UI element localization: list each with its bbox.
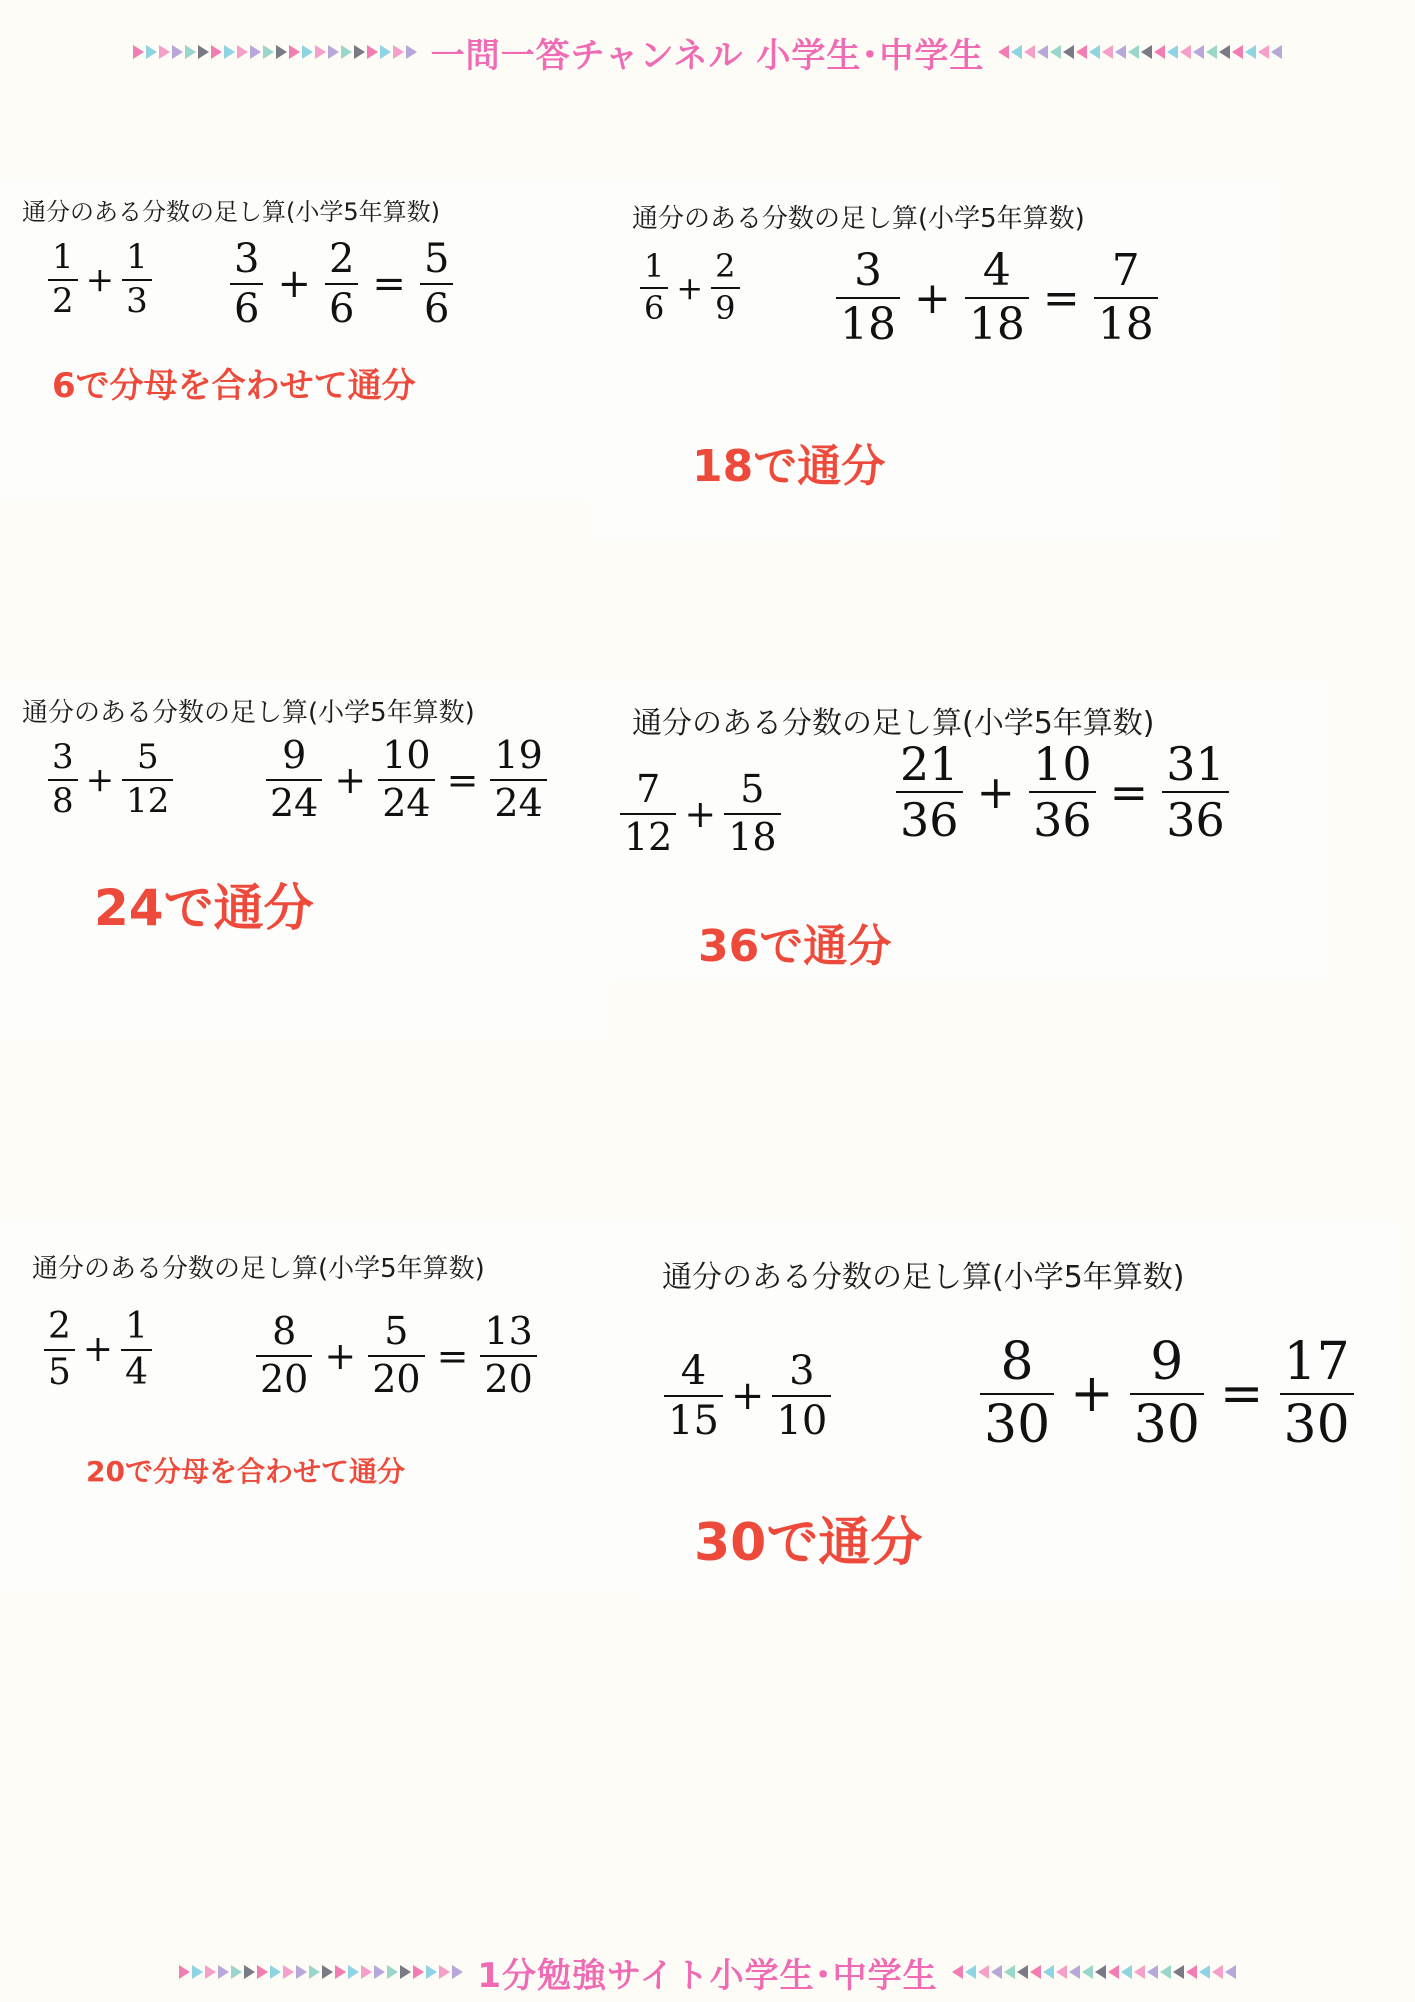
bunting-flag bbox=[1017, 1965, 1028, 1979]
denominator: 4 bbox=[125, 1351, 148, 1393]
bunting-left bbox=[179, 1965, 463, 1979]
bunting-flag bbox=[198, 45, 209, 59]
bunting-flag bbox=[1121, 1965, 1132, 1979]
equals-sign: = bbox=[446, 757, 479, 802]
problem-expression bbox=[620, 767, 781, 859]
bunting-flag bbox=[302, 45, 313, 59]
card-title: 通分のある分数の足し算(小学5年算数) bbox=[632, 204, 1085, 234]
bunting-flag bbox=[348, 1965, 359, 1979]
bunting-flag bbox=[1160, 1965, 1171, 1979]
solution-expression bbox=[896, 737, 1229, 848]
bunting-flag bbox=[1271, 45, 1282, 59]
card-title: 通分のある分数の足し算(小学5年算数) bbox=[632, 706, 1155, 741]
bunting-flag bbox=[296, 1965, 307, 1979]
equals-sign: = bbox=[1219, 1363, 1264, 1424]
numerator: 5 bbox=[740, 767, 765, 811]
bunting-flag bbox=[328, 45, 339, 59]
footer-banner bbox=[0, 1942, 1415, 2002]
bunting-flag bbox=[991, 1965, 1002, 1979]
denominator: 20 bbox=[372, 1356, 421, 1401]
denominator: 6 bbox=[644, 288, 665, 327]
card-title: 通分のある分数の足し算(小学5年算数) bbox=[662, 1260, 1185, 1295]
bunting-flag bbox=[1102, 45, 1113, 59]
bunting-flag bbox=[361, 1965, 372, 1979]
bunting-flag bbox=[159, 45, 170, 59]
equals-sign: = bbox=[436, 1333, 469, 1378]
numerator: 9 bbox=[282, 733, 307, 777]
numerator: 4 bbox=[982, 245, 1011, 296]
problem-expression bbox=[664, 1350, 831, 1442]
numerator: 7 bbox=[636, 767, 661, 811]
denominator: 6 bbox=[234, 286, 260, 332]
bunting-flag bbox=[1245, 45, 1256, 59]
bunting-flag bbox=[315, 45, 326, 59]
bunting-flag bbox=[322, 1965, 333, 1979]
plus-sign: + bbox=[85, 759, 115, 800]
bunting-flag bbox=[1030, 1965, 1041, 1979]
plus-sign: + bbox=[914, 272, 951, 324]
fraction bbox=[378, 733, 434, 825]
bunting-flag bbox=[374, 1965, 385, 1979]
card-title: 通分のある分数の足し算(小学5年算数) bbox=[22, 698, 475, 728]
common-denominator-note: 18で通分 bbox=[692, 441, 886, 492]
bunting-flag bbox=[309, 1965, 320, 1979]
bunting-flag bbox=[1147, 1965, 1158, 1979]
numerator: 3 bbox=[234, 236, 260, 282]
fraction bbox=[256, 1309, 312, 1401]
bunting-flag bbox=[1004, 1965, 1015, 1979]
denominator: 30 bbox=[984, 1394, 1051, 1455]
bunting-flag bbox=[146, 45, 157, 59]
bunting-flag bbox=[406, 45, 417, 59]
solution-expression bbox=[836, 245, 1158, 351]
plus-sign: + bbox=[1070, 1363, 1114, 1424]
denominator: 10 bbox=[776, 1398, 828, 1444]
denominator: 36 bbox=[900, 793, 959, 848]
bunting-flag bbox=[1056, 1965, 1067, 1979]
bunting-flag bbox=[1258, 45, 1269, 59]
fraction-bar bbox=[121, 1349, 152, 1351]
equals-sign: = bbox=[1109, 765, 1149, 820]
bunting-flag bbox=[231, 1965, 242, 1979]
denominator: 5 bbox=[48, 1351, 71, 1393]
plus-sign: + bbox=[676, 268, 704, 307]
fraction bbox=[122, 237, 152, 321]
fraction-bar bbox=[44, 1349, 75, 1351]
numerator: 19 bbox=[494, 733, 543, 777]
bunting-flag bbox=[380, 45, 391, 59]
problem-expression bbox=[48, 237, 152, 321]
fraction bbox=[1130, 1332, 1204, 1455]
denominator: 36 bbox=[1166, 793, 1225, 848]
bunting-flag bbox=[1063, 45, 1074, 59]
numerator: 1 bbox=[126, 237, 148, 277]
bunting-flag bbox=[1089, 45, 1100, 59]
bunting-flag bbox=[367, 45, 378, 59]
numerator: 2 bbox=[715, 247, 736, 285]
problem-expression bbox=[640, 247, 740, 327]
bunting-flag bbox=[1134, 1965, 1145, 1979]
common-denominator-note: 24で通分 bbox=[94, 879, 314, 937]
denominator: 18 bbox=[968, 299, 1025, 351]
fraction bbox=[490, 733, 546, 825]
bunting-flag bbox=[1037, 45, 1048, 59]
fraction bbox=[1029, 737, 1096, 848]
numerator: 5 bbox=[136, 737, 159, 777]
bunting-flag bbox=[1225, 1965, 1236, 1979]
header-banner bbox=[0, 22, 1415, 82]
bunting-flag bbox=[250, 45, 261, 59]
fraction bbox=[980, 1332, 1054, 1455]
bunting-flag bbox=[283, 1965, 294, 1979]
bunting-flag bbox=[426, 1965, 437, 1979]
bunting-flag bbox=[998, 45, 1009, 59]
numerator: 13 bbox=[484, 1309, 533, 1353]
numerator: 2 bbox=[328, 236, 355, 282]
fraction-bar bbox=[230, 283, 263, 285]
fraction bbox=[368, 1309, 424, 1401]
fraction bbox=[640, 247, 668, 327]
bunting-flag bbox=[1108, 1965, 1119, 1979]
bunting-flag bbox=[413, 1965, 424, 1979]
fraction bbox=[664, 1350, 723, 1442]
numerator: 1 bbox=[644, 247, 665, 285]
denominator: 20 bbox=[260, 1356, 309, 1401]
solution-expression bbox=[230, 238, 453, 330]
bunting-flag bbox=[237, 45, 248, 59]
fraction-bar bbox=[325, 283, 358, 285]
denominator: 20 bbox=[484, 1356, 533, 1401]
plus-sign: + bbox=[730, 1373, 765, 1419]
denominator: 30 bbox=[1133, 1394, 1200, 1455]
card-title: 通分のある分数の足し算(小学5年算数) bbox=[22, 198, 440, 226]
bunting-right bbox=[952, 1965, 1236, 1979]
numerator: 7 bbox=[1111, 245, 1140, 296]
bunting-flag bbox=[1232, 45, 1243, 59]
plus-sign: + bbox=[976, 765, 1016, 820]
denominator: 3 bbox=[126, 280, 148, 321]
denominator: 12 bbox=[624, 814, 673, 859]
common-denominator-note: 6で分母を合わせて通分 bbox=[52, 366, 416, 406]
fraction bbox=[230, 238, 263, 330]
fraction bbox=[420, 238, 453, 330]
fraction bbox=[480, 1309, 536, 1401]
denominator: 12 bbox=[126, 780, 170, 821]
denominator: 24 bbox=[494, 780, 543, 825]
numerator: 17 bbox=[1283, 1332, 1350, 1392]
bunting-flag bbox=[1154, 45, 1165, 59]
denominator: 18 bbox=[1097, 299, 1154, 351]
bunting-flag bbox=[1115, 45, 1126, 59]
bunting-flag bbox=[1141, 45, 1152, 59]
bunting-flag bbox=[1011, 45, 1022, 59]
denominator: 36 bbox=[1033, 793, 1092, 848]
denominator: 24 bbox=[382, 780, 431, 825]
common-denominator-note: 36で通分 bbox=[698, 921, 892, 972]
bunting-flag bbox=[335, 1965, 346, 1979]
bunting-flag bbox=[439, 1965, 450, 1979]
footer-title: 1分勉強サイト小学生･中学生 bbox=[477, 1955, 938, 1996]
bunting-flag bbox=[1050, 45, 1061, 59]
bunting-flag bbox=[965, 1965, 976, 1979]
denominator: 18 bbox=[728, 814, 777, 859]
bunting-flag bbox=[1199, 1965, 1210, 1979]
fraction bbox=[724, 767, 780, 859]
fraction bbox=[48, 237, 78, 321]
bunting-flag bbox=[1095, 1965, 1106, 1979]
numerator: 4 bbox=[680, 1348, 707, 1394]
bunting-flag bbox=[1206, 45, 1217, 59]
bunting-flag bbox=[289, 45, 300, 59]
denominator: 6 bbox=[423, 286, 450, 332]
numerator: 1 bbox=[52, 237, 74, 277]
fraction bbox=[1162, 737, 1229, 848]
plus-sign: + bbox=[684, 791, 717, 836]
numerator: 31 bbox=[1166, 737, 1225, 791]
numerator: 9 bbox=[1150, 1332, 1184, 1392]
numerator: 1 bbox=[125, 1306, 148, 1347]
bunting-flag bbox=[218, 1965, 229, 1979]
fraction bbox=[896, 737, 963, 848]
equals-sign: = bbox=[1042, 272, 1080, 324]
plus-sign: + bbox=[324, 1333, 357, 1378]
header-title: 一問一答チャンネル 小学生･中学生 bbox=[430, 35, 985, 76]
numerator: 3 bbox=[789, 1348, 815, 1394]
bunting-flag bbox=[1024, 45, 1035, 59]
plus-sign: + bbox=[85, 259, 115, 300]
solution-expression bbox=[256, 1309, 537, 1401]
denominator: 6 bbox=[328, 286, 355, 332]
fraction-bar bbox=[420, 283, 453, 285]
equals-sign: = bbox=[372, 261, 406, 307]
fraction bbox=[1280, 1332, 1354, 1455]
fraction bbox=[44, 1308, 75, 1392]
bunting-right bbox=[998, 45, 1282, 59]
denominator: 2 bbox=[52, 280, 74, 321]
fraction bbox=[266, 733, 322, 825]
denominator: 15 bbox=[668, 1398, 719, 1444]
card-title: 通分のある分数の足し算(小学5年算数) bbox=[32, 1254, 485, 1284]
fraction bbox=[325, 238, 358, 330]
denominator: 9 bbox=[715, 288, 736, 327]
numerator: 3 bbox=[854, 245, 882, 296]
bunting-flag bbox=[1173, 1965, 1184, 1979]
bunting-flag bbox=[354, 45, 365, 59]
bunting-flag bbox=[978, 1965, 989, 1979]
numerator: 2 bbox=[48, 1306, 71, 1347]
denominator: 18 bbox=[840, 299, 896, 351]
problem-card bbox=[0, 180, 590, 500]
fraction-bar bbox=[664, 1395, 723, 1397]
common-denominator-note: 30で通分 bbox=[694, 1513, 923, 1573]
fraction bbox=[1094, 245, 1158, 351]
fraction bbox=[965, 245, 1029, 351]
denominator: 24 bbox=[270, 780, 319, 825]
bunting-flag bbox=[387, 1965, 398, 1979]
bunting-flag bbox=[276, 45, 287, 59]
fraction bbox=[836, 245, 900, 351]
bunting-flag bbox=[1193, 45, 1204, 59]
denominator: 30 bbox=[1283, 1394, 1350, 1455]
fraction bbox=[772, 1350, 831, 1442]
bunting-flag bbox=[263, 45, 274, 59]
bunting-flag bbox=[1069, 1965, 1080, 1979]
denominator: 8 bbox=[52, 780, 74, 821]
bunting-flag bbox=[205, 1965, 216, 1979]
solution-expression bbox=[266, 733, 547, 825]
plus-sign: + bbox=[334, 757, 367, 802]
fraction bbox=[48, 737, 78, 821]
bunting-flag bbox=[1167, 45, 1178, 59]
bunting-flag bbox=[185, 45, 196, 59]
numerator: 10 bbox=[382, 733, 431, 777]
bunting-flag bbox=[1219, 45, 1230, 59]
bunting-flag bbox=[952, 1965, 963, 1979]
bunting-flag bbox=[1128, 45, 1139, 59]
bunting-flag bbox=[172, 45, 183, 59]
numerator: 10 bbox=[1033, 737, 1092, 791]
fraction bbox=[620, 767, 676, 859]
numerator: 5 bbox=[384, 1309, 409, 1353]
problem-expression bbox=[48, 737, 173, 821]
bunting-flag bbox=[400, 1965, 411, 1979]
plus-sign: + bbox=[82, 1329, 114, 1371]
solution-expression bbox=[980, 1332, 1354, 1455]
common-denominator-note: 20で分母を合わせて通分 bbox=[86, 1455, 405, 1488]
bunting-flag bbox=[393, 45, 404, 59]
bunting-flag bbox=[270, 1965, 281, 1979]
numerator: 8 bbox=[1000, 1332, 1034, 1392]
bunting-flag bbox=[452, 1965, 463, 1979]
numerator: 21 bbox=[900, 737, 959, 791]
numerator: 5 bbox=[423, 236, 450, 282]
bunting-flag bbox=[1180, 45, 1191, 59]
fraction bbox=[122, 737, 173, 821]
numerator: 8 bbox=[272, 1309, 297, 1353]
problem-expression bbox=[44, 1308, 152, 1392]
bunting-flag bbox=[224, 45, 235, 59]
bunting-flag bbox=[179, 1965, 190, 1979]
bunting-flag bbox=[1212, 1965, 1223, 1979]
bunting-flag bbox=[1082, 1965, 1093, 1979]
plus-sign: + bbox=[277, 261, 311, 307]
bunting-flag bbox=[1043, 1965, 1054, 1979]
bunting-flag bbox=[341, 45, 352, 59]
bunting-flag bbox=[244, 1965, 255, 1979]
fraction-bar bbox=[772, 1395, 831, 1397]
numerator: 3 bbox=[52, 737, 74, 777]
bunting-flag bbox=[1076, 45, 1087, 59]
fraction bbox=[121, 1308, 152, 1392]
bunting-flag bbox=[133, 45, 144, 59]
bunting-flag bbox=[211, 45, 222, 59]
fraction bbox=[711, 247, 739, 327]
bunting-left bbox=[133, 45, 417, 59]
bunting-flag bbox=[257, 1965, 268, 1979]
bunting-flag bbox=[1186, 1965, 1197, 1979]
bunting-flag bbox=[192, 1965, 203, 1979]
